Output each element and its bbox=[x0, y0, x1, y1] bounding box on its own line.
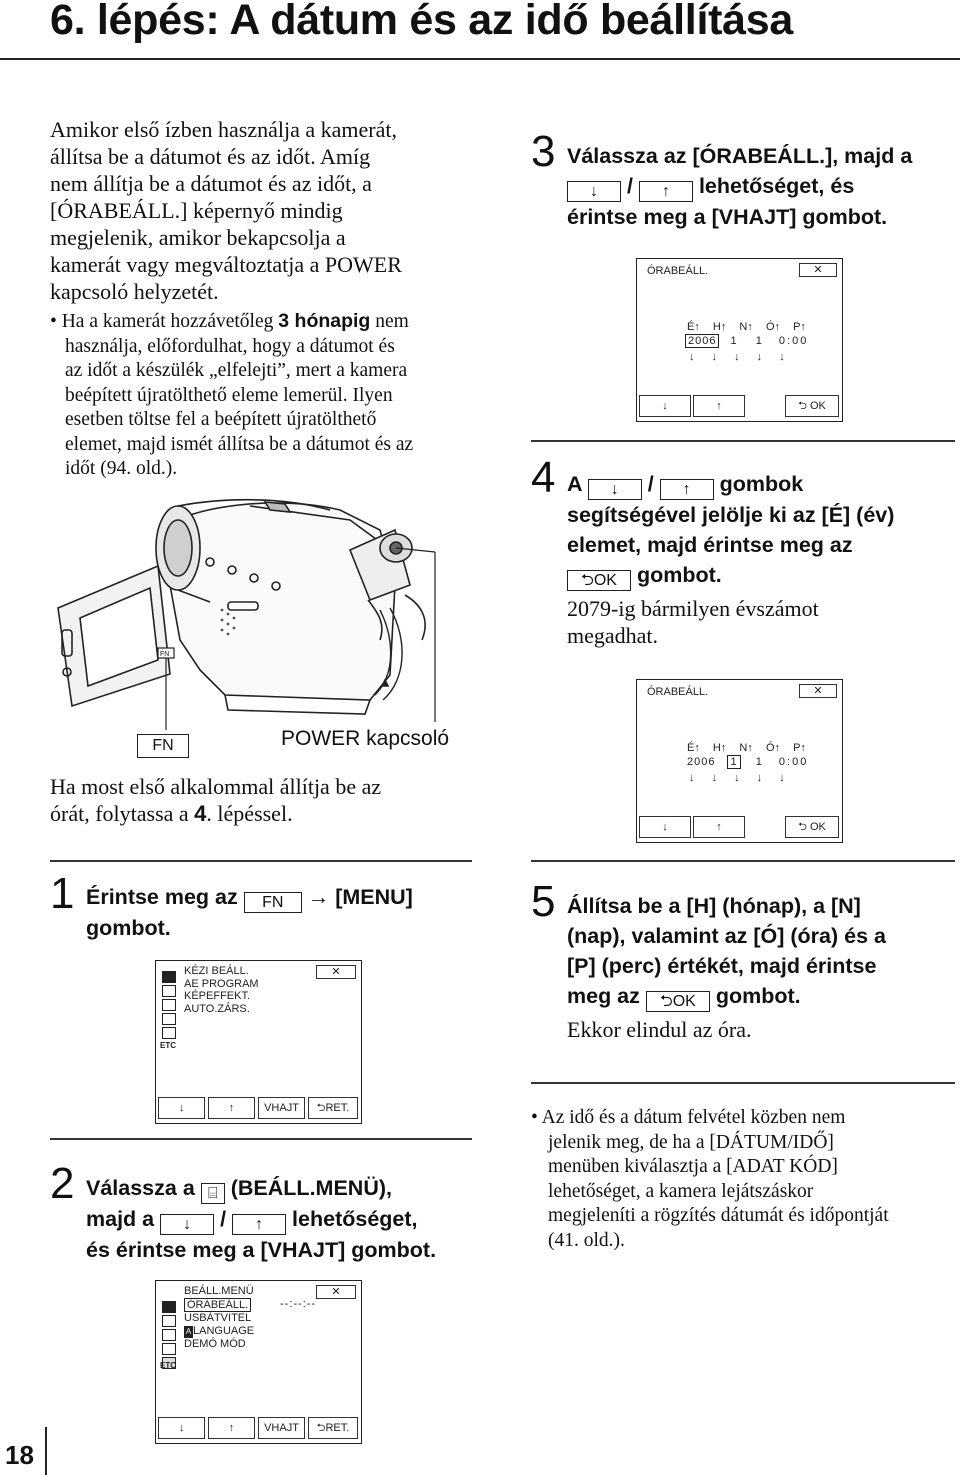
field-labels: É↑ H↑ N↑ Ó↑ P↑ bbox=[687, 321, 806, 333]
clock-screen-2 bbox=[636, 679, 843, 843]
bullet-line: beépített újratölthető eleme lemerül. Ilyen bbox=[65, 384, 393, 406]
step-2-text: Válassza a ⌸ (BEÁLL.MENÜ), majd a ↓ / ↑ lehetőséget, és érintse meg a [VHAJT] gombot. bbox=[86, 1176, 437, 1262]
close-icon[interactable]: ✕ bbox=[799, 263, 837, 277]
screen-title: ÓRABEÁLL. bbox=[647, 686, 709, 698]
step-3-text: Válassza az [ÓRABEÁLL.], majd a ↓ / ↑ lehetőséget, és érintse meg a [VHAJT] gombot. bbox=[567, 144, 913, 229]
menu-title: BEÁLL.MENÜ bbox=[184, 1285, 254, 1297]
down-arrow-icon: ↓ bbox=[160, 1214, 214, 1235]
date-values bbox=[685, 756, 840, 768]
year-field[interactable]: 2006 bbox=[687, 756, 716, 768]
menu-screen-2 bbox=[155, 1280, 362, 1444]
intro-line: [ÓRABEÁLL.] képernyő mindig bbox=[50, 198, 343, 223]
first-time-line: Ha most első alkalommal állítja be az bbox=[50, 774, 382, 799]
clock-screen-1 bbox=[636, 258, 843, 422]
up-button[interactable]: ↑ bbox=[693, 816, 745, 838]
down-button[interactable]: ↓ bbox=[639, 816, 691, 838]
exec-button[interactable]: VHAJT bbox=[258, 1417, 305, 1439]
section-divider bbox=[531, 440, 955, 442]
up-arrow-icon: ↑ bbox=[660, 479, 714, 500]
title-rule bbox=[0, 58, 960, 60]
ok-button-icon: ⮌OK bbox=[567, 570, 631, 591]
exec-button[interactable]: VHAJT bbox=[258, 1097, 305, 1119]
camcorder-drawing bbox=[50, 490, 480, 760]
close-icon[interactable]: ✕ bbox=[799, 684, 837, 698]
svg-text:FN: FN bbox=[160, 651, 170, 658]
menu-item[interactable]: DEMÓ MÓD bbox=[184, 1338, 246, 1350]
first-time-note bbox=[50, 773, 490, 827]
return-icon: ⮌ bbox=[316, 1102, 326, 1114]
clock-value: --:--:-- bbox=[280, 1298, 317, 1310]
menu-item[interactable]: AE PROGRAM bbox=[184, 977, 259, 990]
note-line: megjeleníti a rögzítés dátumát és időpontját bbox=[548, 1205, 889, 1226]
etc-label: ETC bbox=[160, 1041, 176, 1050]
return-icon: ⮌ bbox=[316, 1422, 326, 1434]
menu-item[interactable]: AUTO.ZÁRS. bbox=[184, 1002, 250, 1015]
down-button[interactable]: ↓ bbox=[158, 1417, 205, 1439]
menu-screen-1 bbox=[155, 960, 362, 1124]
step-3-number: 3 bbox=[531, 127, 556, 176]
setup-menu-icon: ⌸ bbox=[201, 1183, 225, 1204]
year-field[interactable]: 2006 bbox=[685, 334, 719, 348]
step-5-text: Állítsa be a [H] (hónap), a [N] (nap), valamint az [Ó] (óra) és a [P] (perc) értékét, majd érintse meg az ⮌OK gombot. Ekkor elindul az óra. bbox=[567, 894, 886, 1042]
field-down-arrows: ↓ ↓ ↓ ↓ ↓ bbox=[689, 772, 785, 784]
note-line: (41. old.). bbox=[548, 1229, 625, 1251]
section-divider bbox=[50, 1138, 472, 1140]
close-icon[interactable]: ✕ bbox=[316, 1285, 356, 1299]
fn-callout-label: FN bbox=[137, 734, 189, 758]
up-arrow-icon: ↑ bbox=[639, 181, 693, 202]
intro-paragraph bbox=[50, 116, 490, 305]
return-button[interactable]: ⮌RET. bbox=[308, 1097, 358, 1119]
ok-button[interactable]: ⮌ OK bbox=[785, 816, 839, 838]
note-line: jelenik meg, de ha a [DÁTUM/IDŐ] bbox=[548, 1131, 834, 1153]
note-line: lehetőséget, a kamera lejátszáskor bbox=[548, 1180, 814, 1202]
menu-item[interactable]: A LANGUAGE bbox=[185, 1324, 255, 1337]
month-field[interactable]: 1 bbox=[727, 755, 741, 769]
page-title: 6. lépés: A dátum és az idő beállítása bbox=[50, 0, 793, 44]
bullet-line: időt (94. old.). bbox=[65, 458, 178, 479]
return-button[interactable]: ⮌RET. bbox=[308, 1417, 358, 1439]
intro-line: állítsa be a dátumot és az időt. Amíg bbox=[50, 144, 371, 169]
etc-label: ETC bbox=[160, 1361, 176, 1370]
ok-button[interactable]: ⮌ OK bbox=[785, 395, 839, 417]
month-field[interactable]: 1 bbox=[730, 335, 737, 347]
intro-line: megjelenik, amikor bekapcsolja a bbox=[50, 225, 346, 250]
down-arrow-icon: ↓ bbox=[588, 479, 642, 500]
up-button[interactable]: ↑ bbox=[208, 1417, 255, 1439]
menu-side-icons bbox=[162, 971, 176, 1051]
step-1-number: 1 bbox=[50, 869, 75, 918]
up-arrow-icon: ↑ bbox=[232, 1214, 286, 1235]
down-button[interactable]: ↓ bbox=[158, 1097, 205, 1119]
date-display-note bbox=[531, 1106, 955, 1253]
step-2-number: 2 bbox=[50, 1159, 75, 1208]
bullet-line: használja, előfordulhat, hogy a dátumot és bbox=[65, 335, 395, 357]
bullet-line: elemet, majd ismét állítsa be a dátumot és az bbox=[65, 433, 414, 455]
up-button[interactable]: ↑ bbox=[693, 395, 745, 417]
intro-line: kapcsoló helyzetét. bbox=[50, 279, 219, 304]
bullet-line: az időt a készülék „elfelejti”, mert a kamera bbox=[65, 360, 408, 381]
note-line: menüben kiválasztja a [ADAT KÓD] bbox=[548, 1156, 838, 1177]
bullet-line: esetben töltse fel a beépített újratölthető bbox=[65, 409, 377, 430]
step-1-text: Érintse meg az FN → [MENU] gombot. bbox=[86, 885, 413, 940]
close-icon[interactable]: ✕ bbox=[316, 965, 356, 979]
down-arrow-icon: ↓ bbox=[567, 181, 621, 202]
intro-line: kamerát vagy megváltoztatja a POWER bbox=[50, 252, 402, 277]
time-field[interactable]: 0:00 bbox=[778, 335, 809, 347]
camcorder-illustration bbox=[50, 490, 480, 760]
time-field[interactable]: 0:00 bbox=[778, 756, 809, 768]
up-button[interactable]: ↑ bbox=[208, 1097, 255, 1119]
menu-item[interactable]: USBÁTVITEL bbox=[184, 1312, 252, 1324]
menu-list bbox=[184, 965, 259, 1015]
return-icon: ⮌ bbox=[798, 821, 810, 833]
step-5-number: 5 bbox=[531, 877, 556, 926]
field-down-arrows: ↓ ↓ ↓ ↓ ↓ bbox=[689, 351, 785, 363]
step-4-text: A ↓ / ↑ gombok segítségével jelölje ki az [É] (év) elemet, majd érintse meg az ⮌OK gombot. 2079-ig bármilyen évszámot megadhat. bbox=[567, 472, 895, 648]
screen-title: ÓRABEÁLL. bbox=[647, 265, 709, 277]
menu-item[interactable]: KÉPEFFEKT. bbox=[184, 990, 251, 1002]
power-switch-label: POWER kapcsoló bbox=[281, 727, 450, 750]
menu-item[interactable]: KÉZI BEÁLL. bbox=[184, 965, 249, 977]
note-line: • Az idő és a dátum felvétel közben nem bbox=[531, 1107, 846, 1128]
day-field[interactable]: 1 bbox=[755, 756, 762, 768]
return-icon: ⮌ bbox=[798, 400, 810, 412]
section-divider bbox=[531, 1082, 955, 1084]
day-field[interactable]: 1 bbox=[755, 335, 762, 347]
ok-button-icon: ⮌OK bbox=[646, 991, 710, 1012]
first-time-line: órát, folytassa a 4. lépéssel. bbox=[50, 801, 293, 826]
menu-item-selected[interactable]: ÓRABEÁLL. bbox=[184, 1298, 251, 1313]
intro-line: Amikor első ízben használja a kamerát, bbox=[50, 117, 397, 142]
section-divider bbox=[531, 860, 955, 862]
intro-line: nem állítja be a dátumot és az időt, a bbox=[50, 171, 372, 196]
step-4-number: 4 bbox=[531, 453, 556, 502]
date-values bbox=[685, 335, 840, 347]
menu-list bbox=[184, 1285, 254, 1351]
field-labels: É↑ H↑ N↑ Ó↑ P↑ bbox=[687, 742, 806, 754]
page-number: 18 bbox=[5, 1440, 34, 1470]
language-icon: A bbox=[184, 1326, 193, 1339]
battery-bullet bbox=[50, 309, 490, 482]
down-button[interactable]: ↓ bbox=[639, 395, 691, 417]
bullet-first-line: • Ha a kamerát hozzávetőleg 3 hónapig nem bbox=[50, 310, 409, 332]
section-divider bbox=[50, 860, 472, 862]
fn-button-icon: FN bbox=[244, 892, 302, 913]
